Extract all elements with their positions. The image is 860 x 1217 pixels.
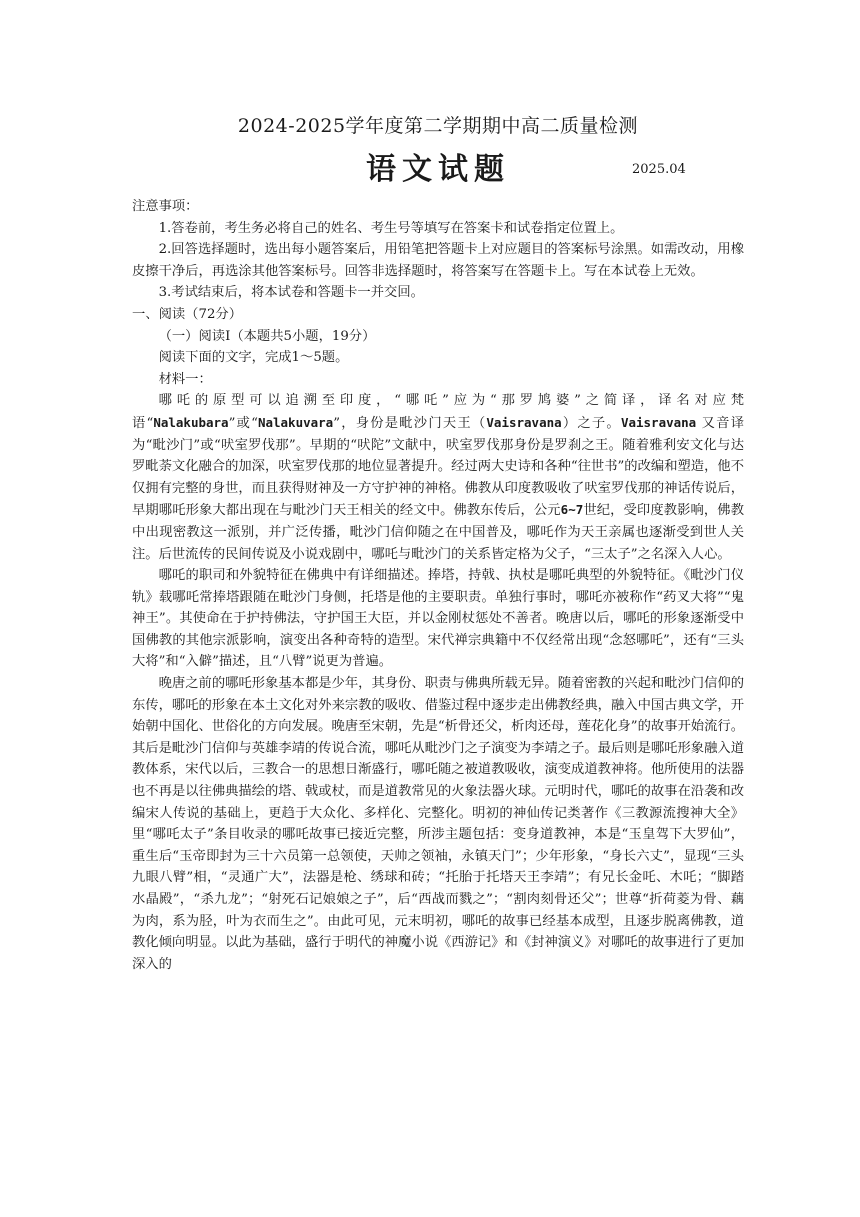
section-subtitle: （一）阅读Ⅰ（本题共5小题，19分） [158,328,376,344]
paragraph-1-part-e: ”，身份是毗沙门天王（ [333,415,487,431]
sanskrit-term-4: Vaisravana [620,414,697,430]
section-title: 一、阅读（72分） [132,306,242,322]
notice-item-1: 1.答卷前，考生务必将自己的姓名、考生号等填写在答案卡和试卷指定位置上。 [158,220,624,236]
notice-heading: 注意事项： [132,199,199,214]
subject-row [132,148,744,192]
exam-body [132,196,744,975]
paragraph-1 [132,390,744,565]
material-label: 材料一： [158,371,212,387]
paragraph-1-part-k: 世纪，受印度教影响，佛教中出现密教这一派别，并广泛传播，毗沙门信仰随之在中国普及，哪吒作为天王亲属也逐渐受到世人关注。后世流传的民间传说及小说戏剧中，哪吒与毗沙门的关系皆定格为父子，“三太子”之名深入人心。 [132,503,745,562]
paragraph-1-part-g: ）之子。 [561,415,621,431]
notice-item-3: 3.考试结束后，将本试卷和答题卡一并交回。 [158,285,424,301]
paragraph-1-part-c: ”或“ [228,415,258,431]
section-instruction: 阅读下面的文字，完成1～5题。 [158,350,349,366]
exam-page [132,112,744,975]
sanskrit-term-1: Nalakubara [153,414,229,430]
sanskrit-term-3: Vaisravana [486,414,562,430]
sanskrit-term-2: Nalakuvara [257,414,334,430]
paragraph-1-part-a: 哪吒的原型可以追溯至印度，“哪吒”应为“那罗鸠婆”之简译，译名对应梵语“ [132,393,744,431]
paragraph-3: 晚唐之前的哪吒形象基本都是少年，其身份、职责与佛典所载无异。随着密教的兴起和毗沙门信仰的东传，哪吒的形象在本土文化对外来宗教的吸收、借鉴过程中逐步走出佛教经典，融入中国古典文学，开始朝中国化、世俗化的方向发展。晚唐至宋朝，先是“析骨还父，析肉还母，莲花化身”的故事开始流行。其后是毗沙门信仰与英雄李靖的传说合流，哪吒从毗沙门之子演变为李靖之子。最后则是哪吒形象融入道教体系，宋代以后，三教合一的思想日渐盛行，哪吒随之被道教吸收，演变成道教神将。他所使用的法器也不再是以往佛典描绘的塔、戟或杖，而是道教常见的火象法器火球。元明时代，哪吒的故事在沿袭和改编宋人传说的基础上，更趋于大众化、多样化、完整化。明初的神仙传记类著作《三教源流搜神大全》里“哪吒太子”条目收录的哪吒故事已接近完整，所涉主题包括：变身道教神，本是“玉皇驾下大罗仙”，重生后“玉帝即封为三十六员第一总领使，天帅之领袖，永镇天门”；少年形象，“身长六丈”，显现“三头九眼八臂”相，“灵通广大”，法器是枪、绣球和砖；“托胎于托塔天王李靖”；有兄长金吒、木吒；“脚踏水晶殿”，“杀九龙”；“射死石记娘娘之子”，后“西战而戮之”；“割肉刻骨还父”；世尊“折荷菱为骨、藕为肉，系为胫，叶为衣而生之”。由此可见，元末明初，哪吒的故事已经基本成型，且逐步脱离佛教，道教化倾向明显。以此为基础，盛行于明代的神魔小说《西游记》和《封神演义》对哪吒的故事进行了更加深入的 [132,676,744,972]
paragraph-2: 哪吒的职司和外貌特征在佛典中有详细描述。捧塔，持戟、执杖是哪吒典型的外貌特征。《毗沙门仪轨》载哪吒常捧塔跟随在毗沙门身侧，托塔是他的主要职责。单独行事时，哪吒亦被称作“药叉大将”“鬼神王”。其使命在于护持佛法，守护国王大臣，并以金刚杖惩处不善者。晚唐以后，哪吒的形象逐渐受中国佛教的其他宗派影响，演变出各种奇特的造型。宋代禅宗典籍中不仅经常出现“念怒哪吒”，还有“三头大将”和“入僻”描述，且“八臂”说更为普遍。 [132,568,744,670]
exam-date: 2025.04 [632,162,686,177]
exam-title: 2024-2025学年度第二学期期中高二质量检测 [237,115,639,137]
paragraph-1-part-i: 又音译为“毗沙门”或“吠室罗伐那”。早期的“吠陀”文献中，吠室罗伐那身份是罗刹之王。随着雅利安文化与达罗毗荼文化融合的加深，吠室罗伐那的地位显著提升。经过两大史诗和各种“往世书”的改编和塑造，他不仅拥有完整的身世，而且获得财神及一方守护神的神格。佛教从印度教吸收了吠室罗伐那的神话传说后，早期哪吒形象大都出现在与毗沙门天王相关的经文中。佛教东传后，公元 [132,415,744,519]
century-range: 6~7 [560,502,584,518]
subject-title: 语文试题 [366,152,510,187]
notice-item-2: 2.回答选择题时，选出每小题答案后，用铅笔把答题卡上对应题目的答案标号涂黑。如需改动，用橡皮擦干净后，再选涂其他答案标号。回答非选择题时，将答案写在答题卡上。写在本试卷上无效。 [132,242,744,279]
